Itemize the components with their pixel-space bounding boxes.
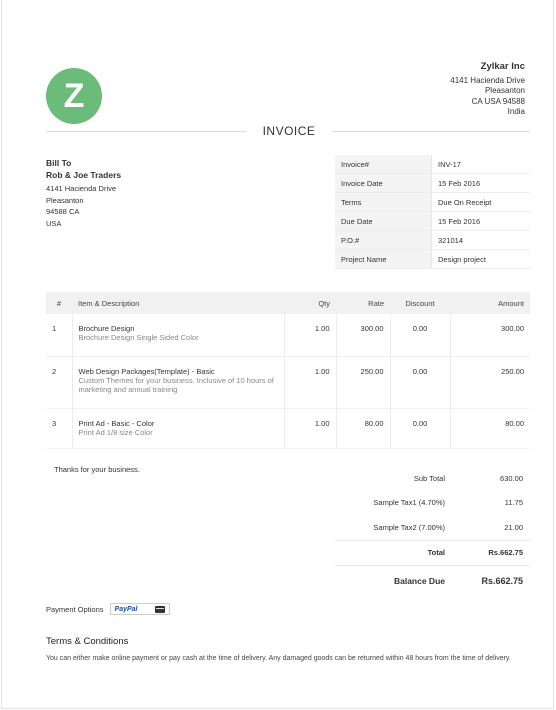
meta-key: Invoice# <box>335 155 432 174</box>
subtotal-value: 630.00 <box>500 473 523 483</box>
item-name: Brochure Design <box>78 324 135 333</box>
item-amount: 80.00 <box>450 408 530 448</box>
meta-value: INV-17 <box>432 155 531 174</box>
meta-key: Due Date <box>335 212 432 231</box>
meta-row <box>335 212 530 231</box>
item-sub-description: Custom Themes for your business. Inclusive of 10 hours of marketing and annual training <box>78 375 274 394</box>
meta-key: P.O.# <box>335 231 432 250</box>
meta-key: Project Name <box>335 250 432 269</box>
items-header-row <box>46 292 530 314</box>
item-description <box>72 356 284 408</box>
title-divider-right <box>332 131 530 132</box>
item-qty: 1.00 <box>284 314 336 356</box>
total-row <box>335 540 530 566</box>
payment-options <box>46 603 170 615</box>
subtotal-label: Sub Total <box>413 473 445 483</box>
tax1-value: 11.75 <box>504 498 523 508</box>
company-address-block <box>450 62 525 118</box>
customer-address-line: 94588 CA <box>46 207 80 216</box>
balance-due-row <box>335 565 530 596</box>
table-row <box>46 356 530 408</box>
meta-row <box>335 174 530 193</box>
paypal-logo: PayPal <box>114 605 138 613</box>
meta-value: 321014 <box>432 231 531 250</box>
item-name: Web Design Packages(Template) - Basic <box>78 366 215 376</box>
item-name: Print Ad - Basic - Color <box>78 418 155 428</box>
invoice-page <box>1 0 554 709</box>
terms-title: Terms & Conditions <box>46 636 129 647</box>
balance-due-value: Rs.662.75 <box>481 576 523 586</box>
line-items-table <box>46 292 530 449</box>
meta-value: Design project <box>432 250 531 269</box>
col-header-num: # <box>46 292 72 314</box>
item-discount: 0.00 <box>390 356 450 408</box>
meta-value: Due On Receipt <box>432 193 531 212</box>
invoice-meta-table <box>335 155 530 269</box>
item-rate: 300.00 <box>336 314 390 356</box>
company-name: Zylkar Inc <box>480 61 525 72</box>
item-rate: 80.00 <box>336 408 390 448</box>
meta-value: 15 Feb 2016 <box>432 174 531 193</box>
customer-address-line: 4141 Hacienda Drive <box>46 184 117 193</box>
payment-options-label: Payment Options <box>46 604 104 614</box>
meta-row <box>335 155 530 174</box>
meta-key: Terms <box>335 193 432 212</box>
company-address-line: Pleasanton <box>484 86 525 95</box>
meta-row <box>335 193 530 212</box>
meta-row <box>335 250 530 269</box>
bill-to-block <box>46 158 121 229</box>
customer-name: Rob & Joe Traders <box>46 169 122 180</box>
item-discount: 0.00 <box>390 314 450 356</box>
meta-row <box>335 231 530 250</box>
total-label: Total <box>427 548 445 558</box>
subtotal-row <box>335 466 530 491</box>
item-num: 1 <box>46 314 72 356</box>
item-qty: 1.00 <box>284 408 336 448</box>
item-sub-description: Print Ad 1/8 size Color <box>78 427 153 437</box>
table-row <box>46 408 530 448</box>
item-amount: 300.00 <box>450 314 530 356</box>
item-qty: 1.00 <box>284 356 336 408</box>
customer-address-line: USA <box>46 218 62 228</box>
item-sub-description: Brochure Design Single Sided Color <box>78 333 199 342</box>
col-header-amount: Amount <box>450 292 530 314</box>
title-divider-left <box>46 131 246 132</box>
item-rate: 250.00 <box>336 356 390 408</box>
company-address-line: 4141 Hacienda Drive <box>450 75 525 85</box>
total-value: Rs.662.75 <box>488 548 523 558</box>
item-num: 2 <box>46 356 72 408</box>
thanks-note: Thanks for your business. <box>54 465 140 474</box>
terms-body: You can either make online payment or pay cash at the time of delivery. Any damaged goods can be returned within 48 hours from the time of delivery. <box>46 655 511 662</box>
tax2-label: Sample Tax2 (7.00%) <box>373 522 445 532</box>
col-header-desc: Item & Description <box>72 292 284 314</box>
tax2-value: 21.00 <box>504 522 523 532</box>
item-description <box>72 408 284 448</box>
table-row <box>46 314 530 356</box>
tax2-row <box>335 515 530 540</box>
company-address-line: India <box>507 107 525 116</box>
balance-due-label: Balance Due <box>393 576 445 586</box>
company-logo: Z <box>46 68 102 124</box>
document-title: INVOICE <box>262 124 316 138</box>
credit-card-icon <box>155 606 165 613</box>
totals-block <box>335 466 530 596</box>
col-header-rate: Rate <box>336 292 390 314</box>
meta-key: Invoice Date <box>335 174 432 193</box>
bill-to-label: Bill To <box>46 158 72 168</box>
tax1-row <box>335 491 530 516</box>
company-address-line: CA USA 94588 <box>471 96 525 106</box>
customer-address-line: Pleasanton <box>46 195 84 205</box>
item-description <box>72 314 284 356</box>
paypal-button[interactable] <box>110 603 170 615</box>
col-header-qty: Qty <box>284 292 336 314</box>
item-amount: 250.00 <box>450 356 530 408</box>
tax1-label: Sample Tax1 (4.70%) <box>373 498 445 508</box>
col-header-discount: Discount <box>390 292 450 314</box>
item-discount: 0.00 <box>390 408 450 448</box>
item-num: 3 <box>46 408 72 448</box>
meta-value: 15 Feb 2016 <box>432 212 531 231</box>
